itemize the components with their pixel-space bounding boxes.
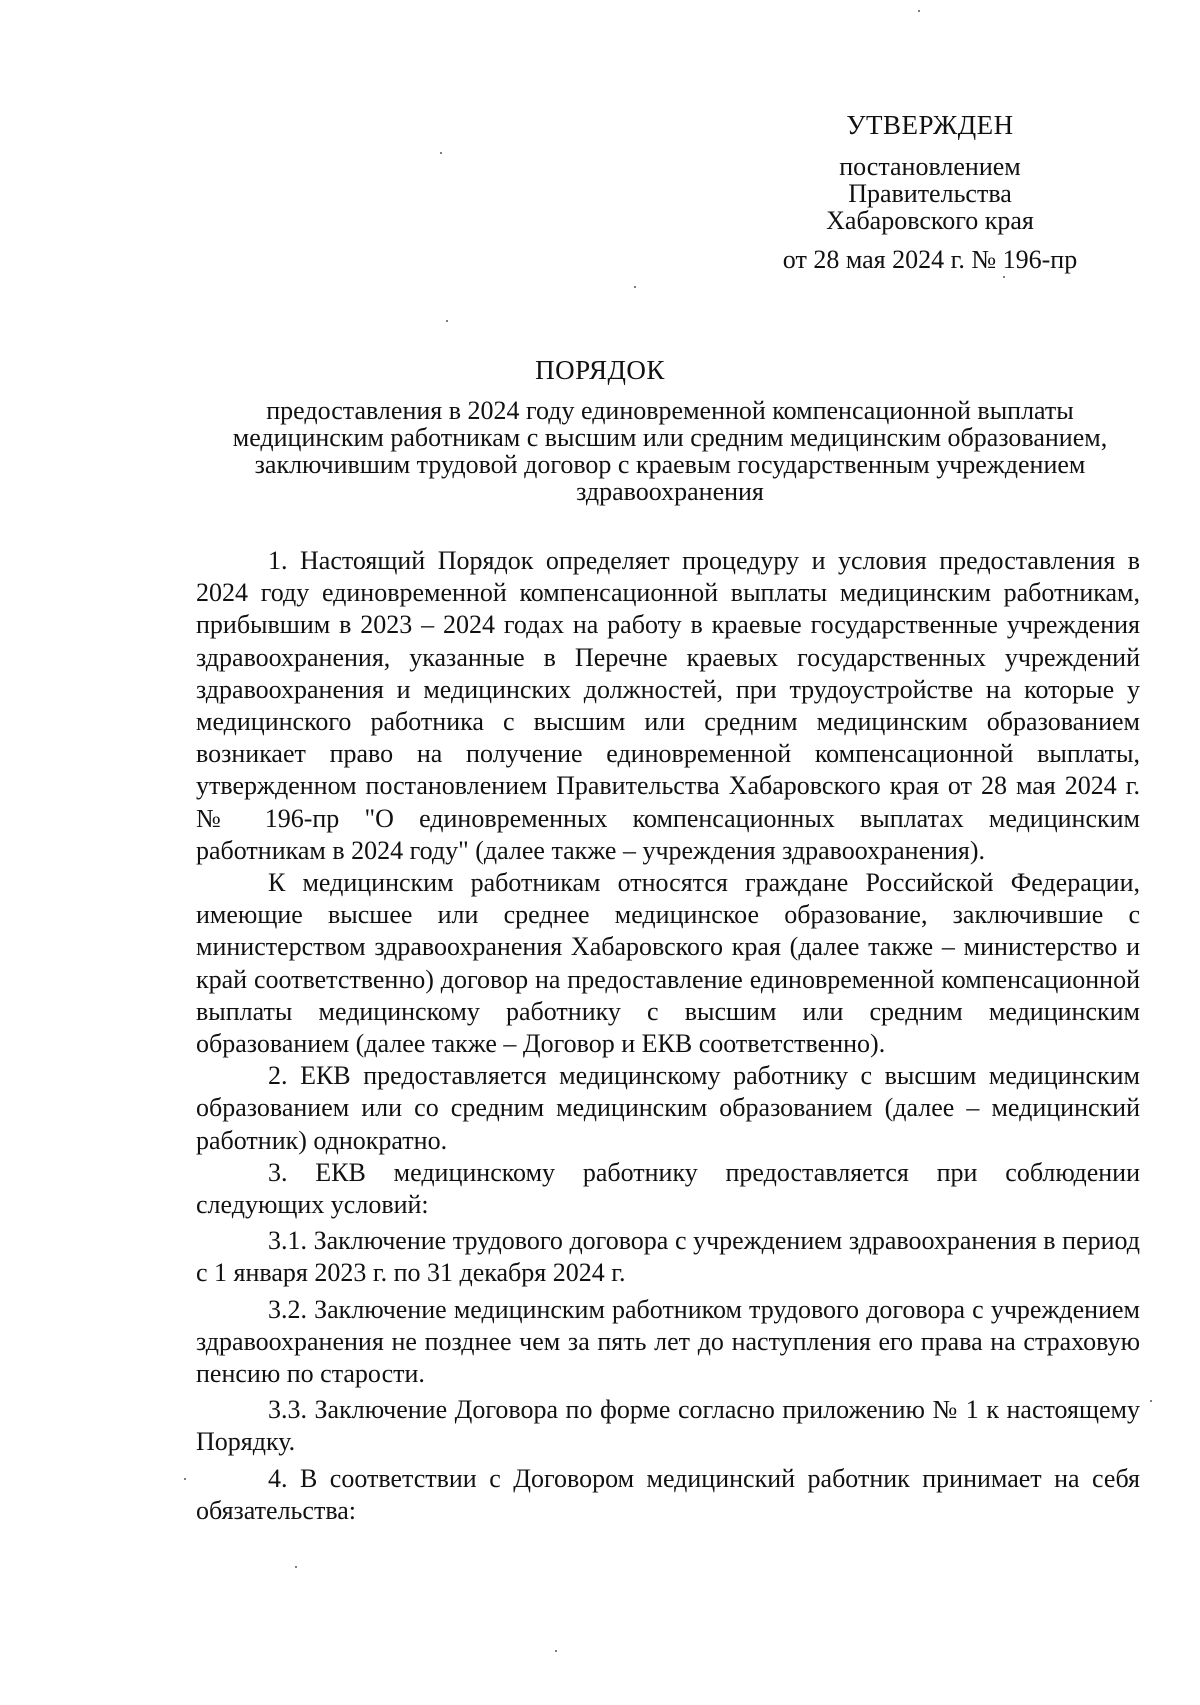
approval-by-line-3: Хабаровского края	[826, 206, 1034, 235]
scan-speck	[555, 1650, 557, 1652]
scan-speck	[1150, 1400, 1152, 1402]
approval-date-number: от 28 мая 2024 г. № 196-пр	[782, 245, 1078, 274]
approval-status: УТВЕРЖДЕН	[846, 110, 1014, 140]
approval-stamp-block	[770, 112, 1090, 273]
approval-by-line-1: постановлением	[839, 152, 1021, 181]
scan-speck	[1003, 276, 1005, 278]
paragraph-3-1: 3.1. Заключение трудового договора с учреждением здравоохранения в период с 1 января 2023 г. по 31 декабря 2024 г.	[196, 1226, 1140, 1288]
paragraph-2: 2. ЕКВ предоставляется медицинскому работнику с высшим медицинским образованием или со средним медицинским образованием (далее – медицинский работник) однократно.	[196, 1061, 1140, 1155]
paragraph-1: 1. Настоящий Порядок определяет процедуру и условия предоставления в 2024 году единовременной компенсационной выплаты медицинским работникам, прибывшим в 2023 – 2024 годах на работу в краевые государственные учреждения здравоохранения, указанные в Перечне краевых государственных учреждений здравоохранения и медицинских должностей, при трудоустройстве на которые у медицинского работника с высшим или средним медицинским образованием возникает право на получение единовременной компенсационной выплаты, утвержденном постановлением Правительства Хабаровского края от 28 мая 2024 г. № 196-пр "О единовременных компенсационных выплатах медицинским работникам в 2024 году" (далее также – учреждения здравоохранения).	[196, 546, 1140, 865]
paragraph-4: 4. В соответствии с Договором медицинский работник принимает на себя обязательства:	[196, 1463, 1140, 1525]
paragraph-3-3: 3.3. Заключение Договора по форме согласно приложению № 1 к настоящему Порядку.	[196, 1395, 1140, 1457]
approval-by-line-2: Правительства	[848, 179, 1012, 208]
scan-speck	[918, 10, 920, 12]
paragraph-1-continuation: К медицинским работникам относятся граждане Российской Федерации, имеющие высшее или среднее медицинское образование, заключившие с министерством здравоохранения Хабаровского края (далее также – министерство и край соответственно) договор на предоставление единовременной компенсационной выплаты медицинскому работнику с высшим или средним медицинским образованием (далее также – Договор и ЕКВ соответственно).	[196, 868, 1140, 1059]
scan-speck	[634, 286, 636, 288]
document-body	[196, 545, 1140, 1527]
scan-speck	[440, 152, 442, 154]
document-subtitle: предоставления в 2024 году единовременной компенсационной выплаты медицинским работникам с высшим или средним медицинским образованием, заключившим трудовой договор с краевым государственным учреждением здравоохранения	[232, 396, 1108, 506]
scan-speck	[446, 320, 448, 322]
scan-speck	[295, 1566, 297, 1568]
paragraph-3-2: 3.2. Заключение медицинским работником трудового договора с учреждением здравоохранения не позднее чем за пять лет до наступления его права на страховую пенсию по старости.	[196, 1294, 1140, 1389]
paragraph-3: 3. ЕКВ медицинскому работнику предоставляется при соблюдении следующих условий:	[196, 1157, 1140, 1220]
document-title: ПОРЯДОК	[535, 355, 665, 385]
scan-speck	[184, 1478, 186, 1480]
